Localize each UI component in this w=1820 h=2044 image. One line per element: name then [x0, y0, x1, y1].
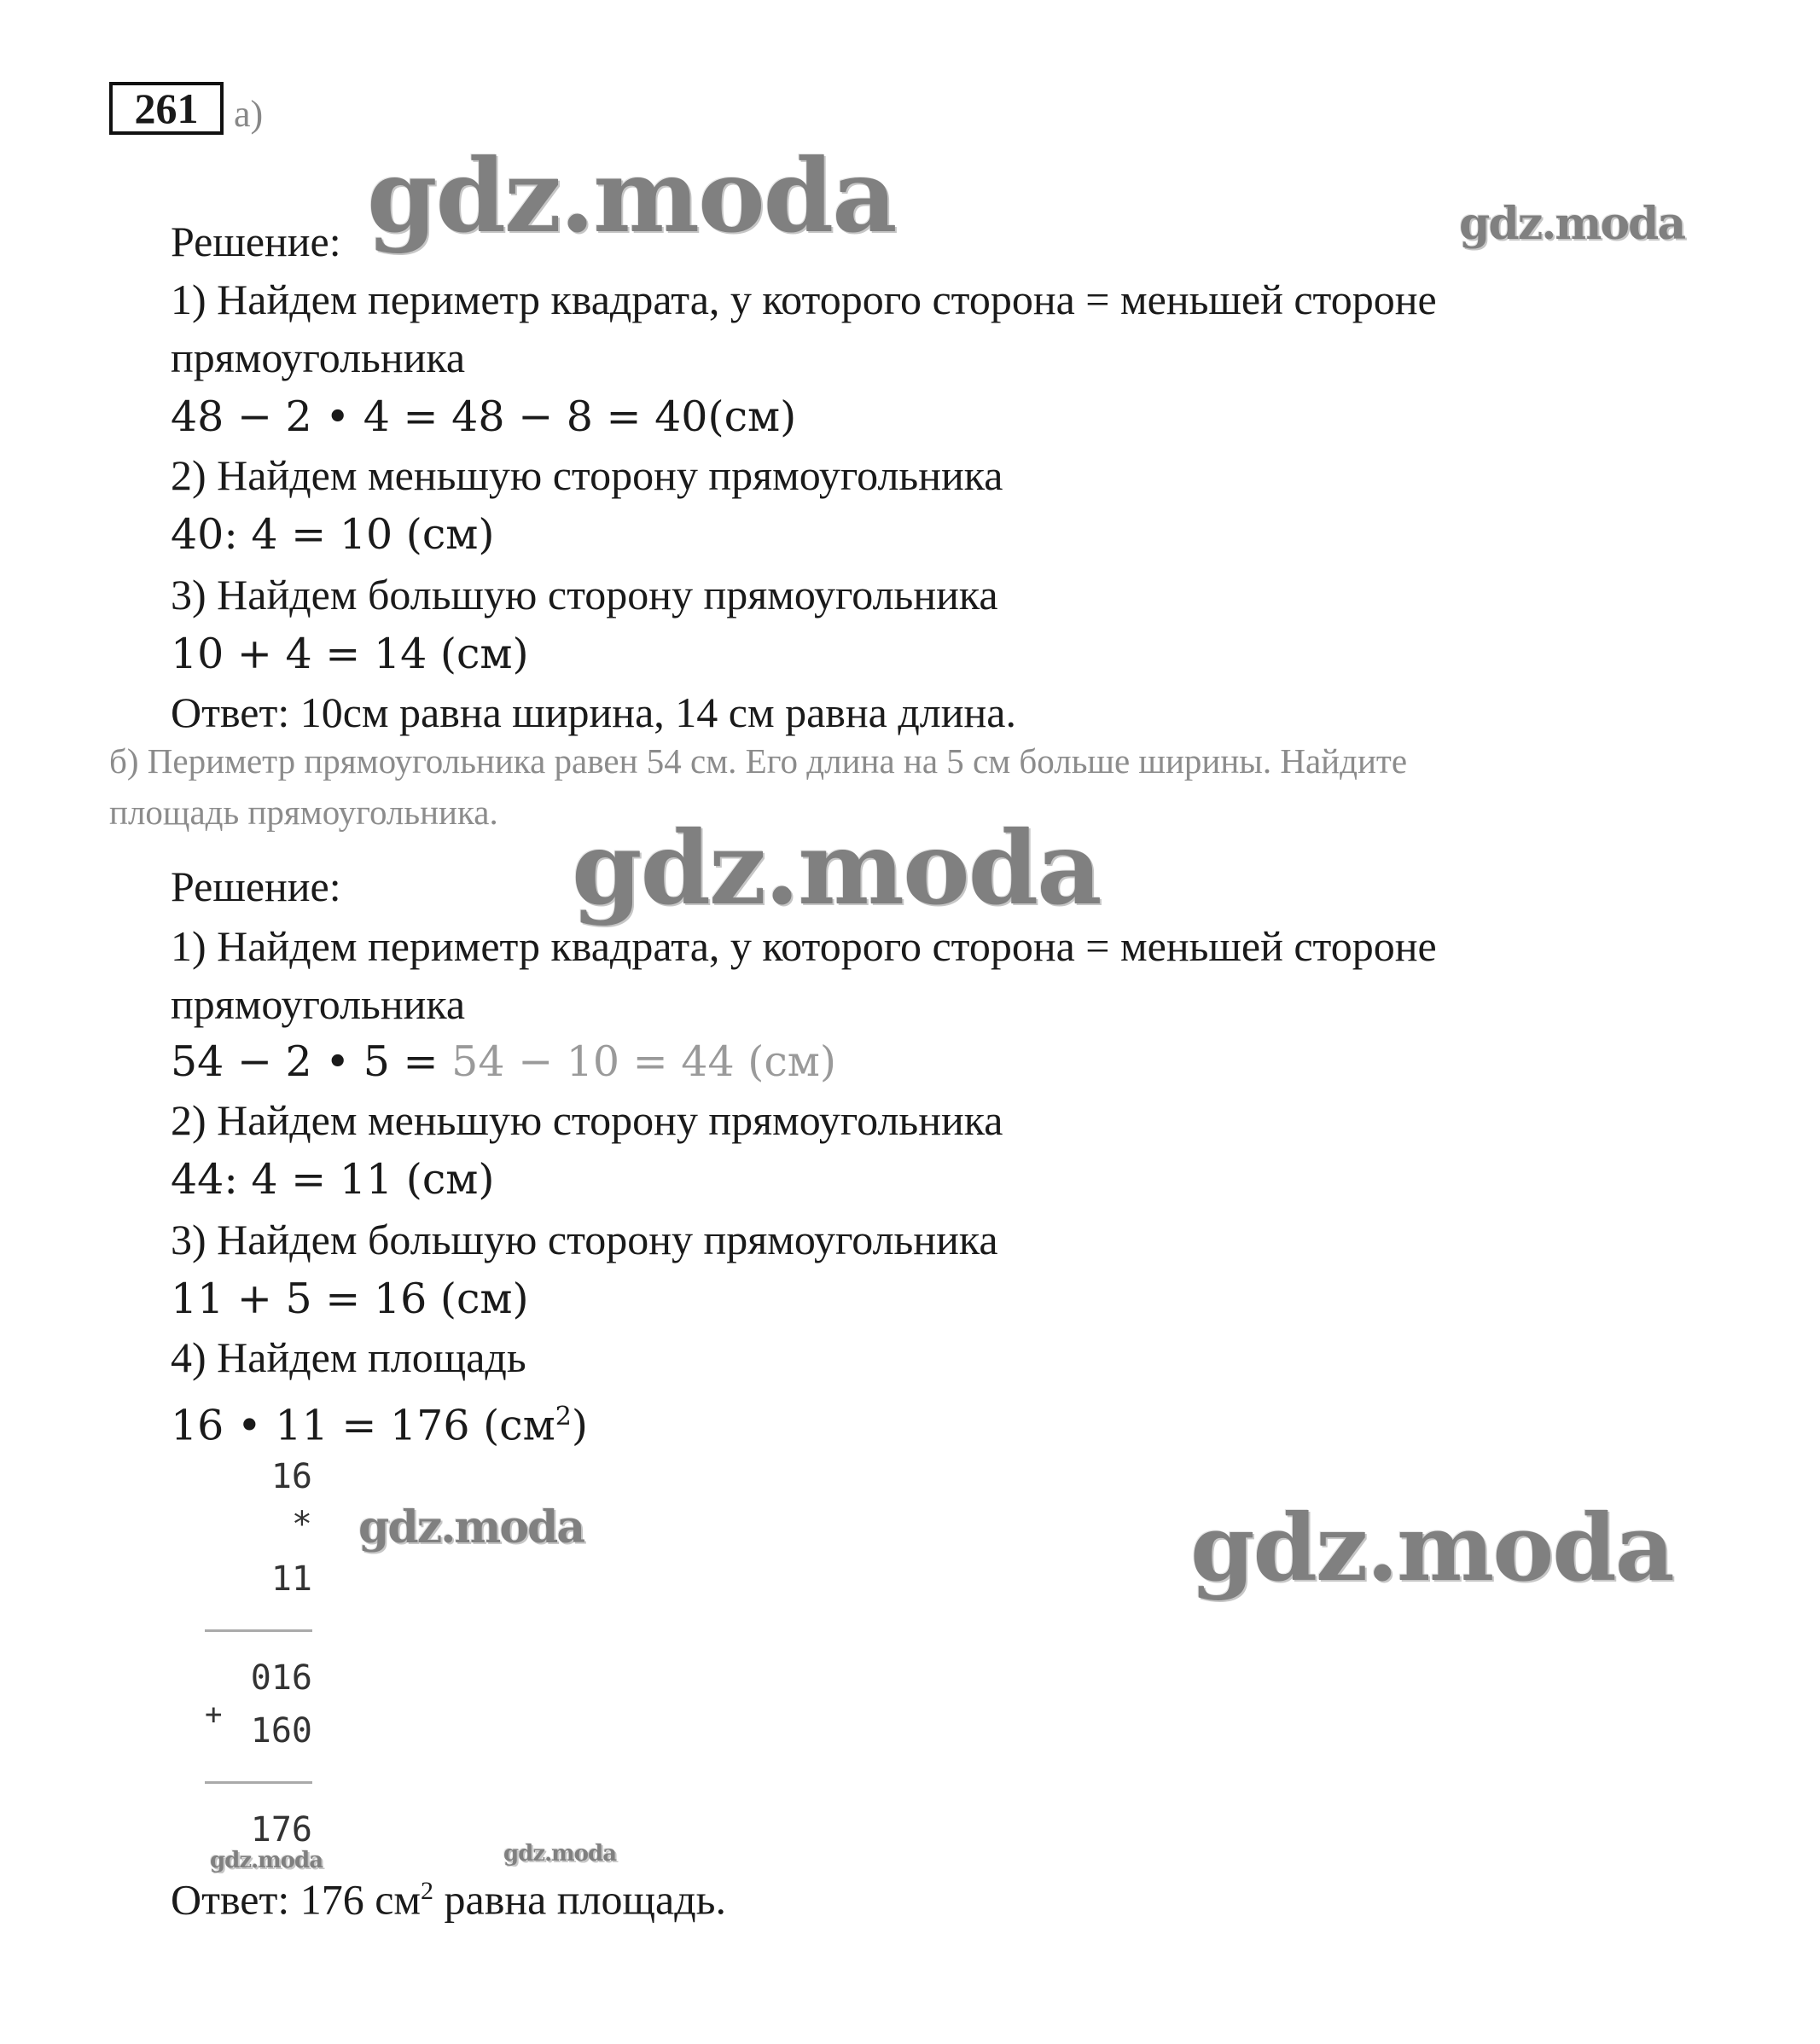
column-multiplicand: 16	[270, 1457, 312, 1496]
part-a-step1-cont: прямоугольника	[171, 334, 466, 381]
part-b-calc1-right: 54 − 10 = 44 (см)	[451, 1037, 837, 1086]
part-b-heading: Решение:	[171, 862, 341, 910]
part-a-answer: Ответ: 10см равна ширина, 14 см равна длина.	[171, 688, 1016, 736]
part-b-calc3: 11 + 5 = 16 (см)	[171, 1275, 529, 1323]
column-rule-2	[205, 1781, 312, 1784]
part-b-calc1	[171, 1037, 836, 1087]
watermark-logo: gdz.moda	[367, 136, 896, 255]
part-b-condition-line1: б) Периметр прямоугольника равен 54 см. Его длина на 5 см больше ширины. Найдите	[109, 741, 1408, 781]
watermark-logo: gdz.moda	[1190, 1495, 1673, 1602]
part-a-step3: 3) Найдем большую сторону прямоугольника	[171, 571, 998, 618]
part-b-condition-line2: площадь прямоугольника.	[109, 793, 498, 832]
part-b-answer-post: равна площадь.	[433, 1875, 726, 1924]
part-b-answer-pre: Ответ: 176 см	[171, 1875, 422, 1924]
column-multiplication	[196, 1457, 333, 1849]
part-b-calc4-end: )	[571, 1401, 588, 1450]
part-a-calc2: 40: 4 = 10 (см)	[171, 510, 495, 559]
part-b-answer	[171, 1867, 726, 1925]
part-b-step4: 4) Найдем площадь	[171, 1333, 526, 1381]
part-a-step2: 2) Найдем меньшую сторону прямоугольника	[171, 451, 1003, 499]
part-b-step2: 2) Найдем меньшую сторону прямоугольника	[171, 1096, 1003, 1144]
part-a-heading: Решение:	[171, 218, 341, 265]
column-partial-1: 016	[250, 1658, 312, 1698]
column-operator: *	[291, 1505, 312, 1544]
column-plus: +	[205, 1698, 223, 1732]
watermark-logo: gdz.moda	[572, 809, 1101, 927]
column-result: 176	[250, 1810, 312, 1849]
part-b-step3: 3) Найдем большую сторону прямоугольника	[171, 1216, 998, 1263]
part-a-calc3: 10 + 4 = 14 (см)	[171, 630, 529, 678]
watermark-logo: gdz.moda	[503, 1841, 617, 1867]
part-b-step1: 1) Найдем периметр квадрата, у которого сторона = меньшей стороне	[171, 922, 1437, 970]
watermark-logo: gdz.moda	[1459, 198, 1685, 250]
part-b-calc4-sup: 2	[555, 1402, 572, 1431]
problem-number: 261	[109, 82, 224, 135]
part-b-answer-sup: 2	[421, 1877, 434, 1905]
part-a-calc1: 48 − 2 • 4 = 48 − 8 = 40(см)	[171, 392, 797, 441]
part-b-calc2: 44: 4 = 11 (см)	[171, 1155, 495, 1204]
column-partial-2: 160	[250, 1711, 312, 1751]
watermark-logo: gdz.moda	[358, 1501, 584, 1553]
part-b-calc4-main: 16 • 11 = 176 (см	[171, 1401, 555, 1450]
part-b-calc1-left: 54 − 2 • 5 =	[171, 1037, 452, 1086]
watermark-logo: gdz.moda	[210, 1848, 323, 1873]
part-a-label: а)	[234, 93, 264, 135]
part-a-step1: 1) Найдем периметр квадрата, у которого сторона = меньшей стороне	[171, 276, 1437, 323]
part-b-step1-cont: прямоугольника	[171, 980, 466, 1028]
column-rule-1	[205, 1629, 312, 1632]
part-b-calc4	[171, 1392, 588, 1450]
column-multiplier: 11	[270, 1559, 312, 1599]
